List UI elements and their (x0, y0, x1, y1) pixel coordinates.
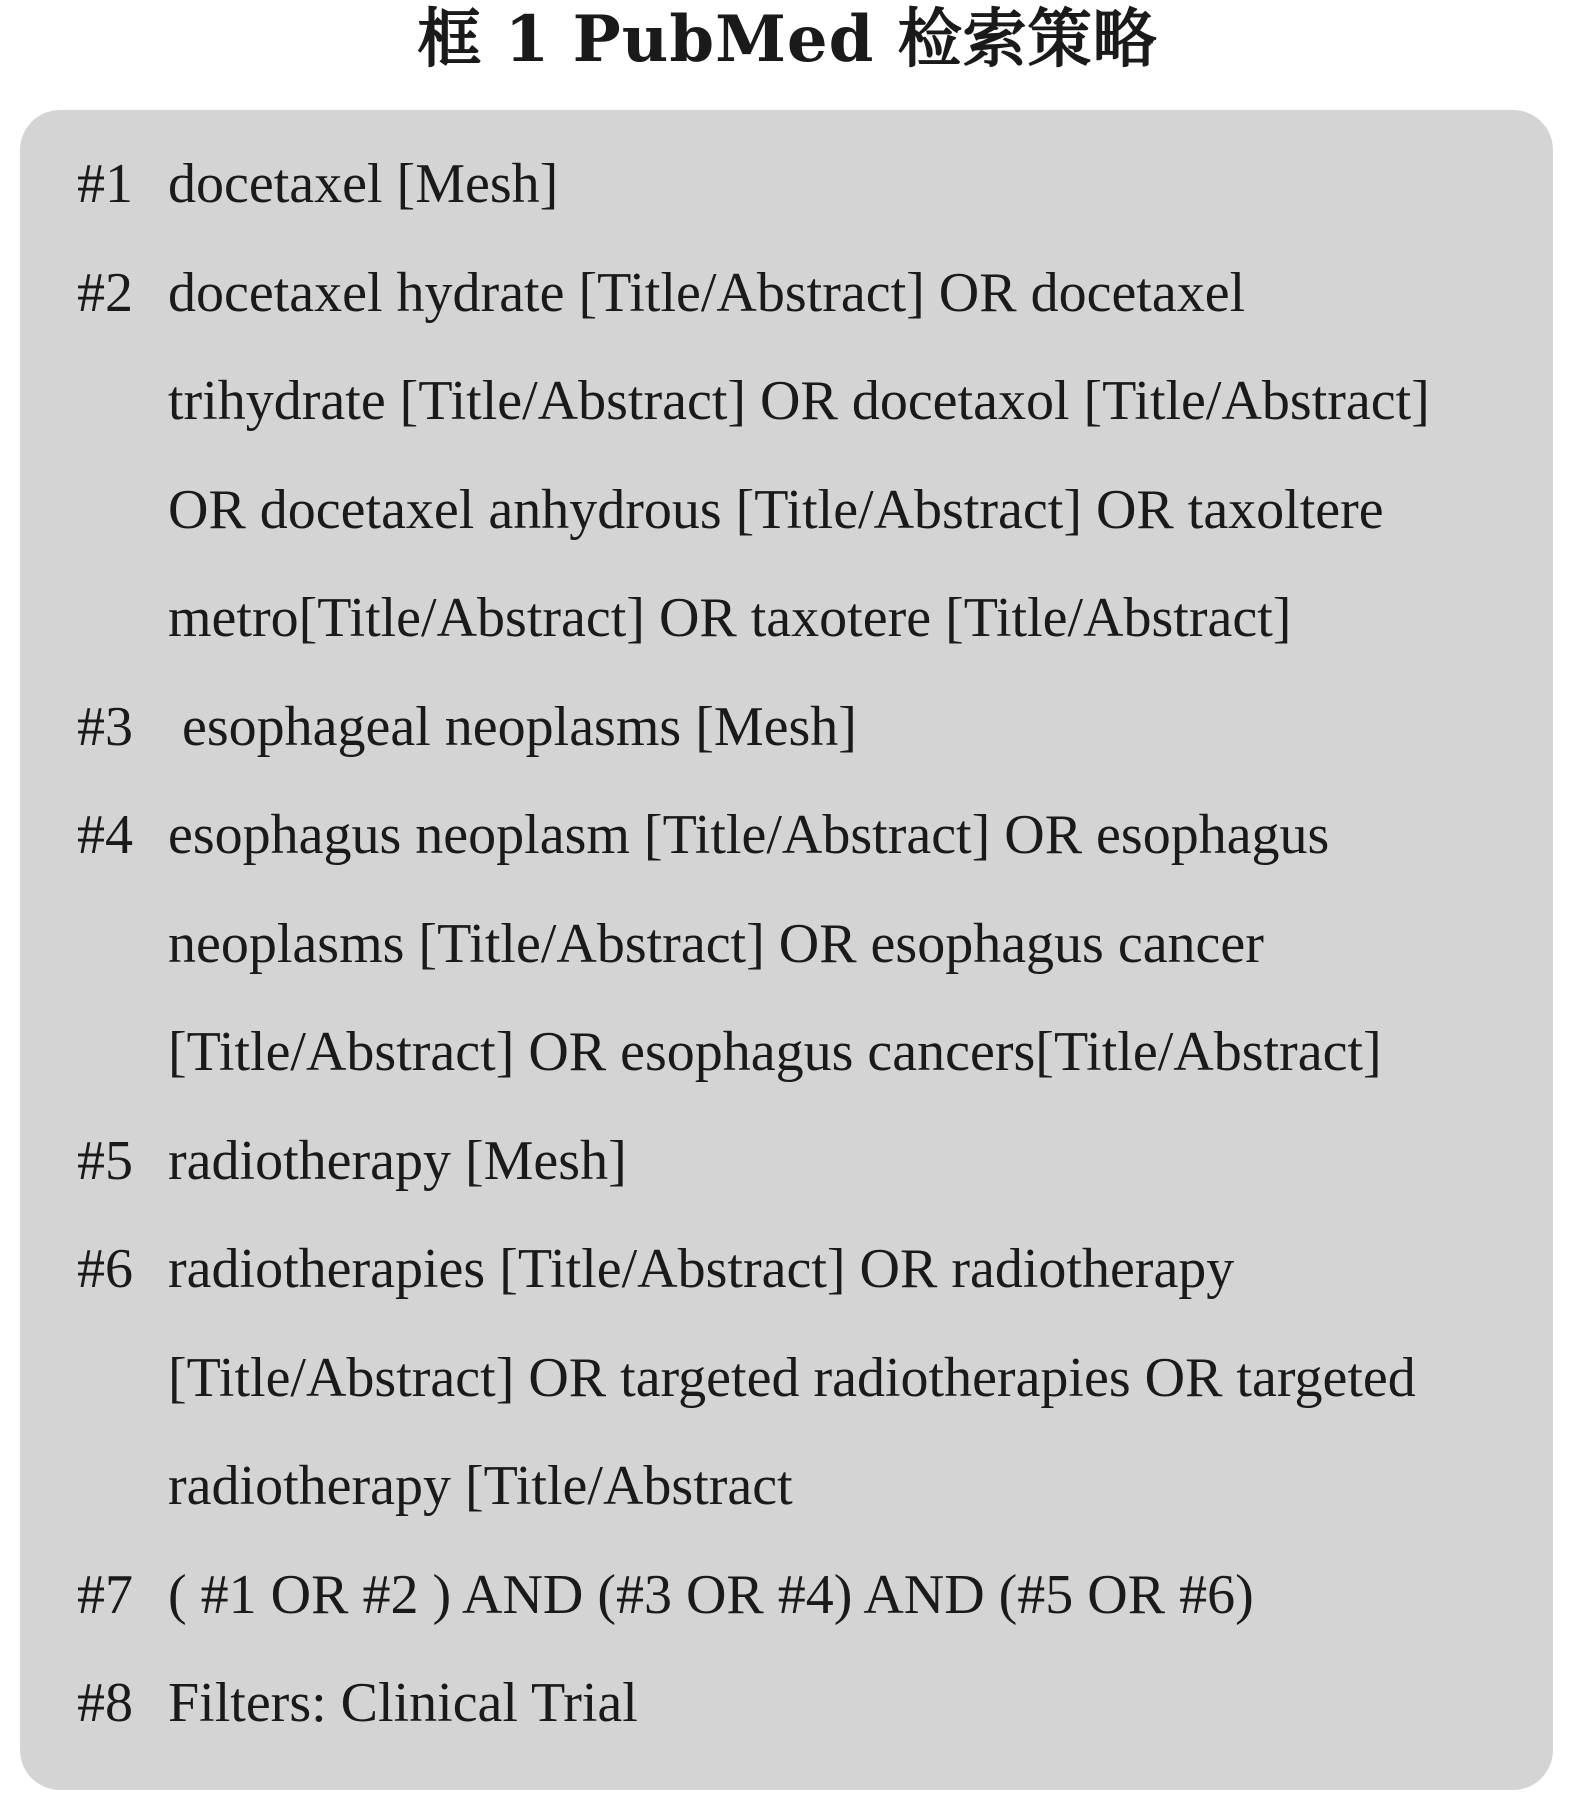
search-line-8 (0, 1649, 1575, 1758)
box-title (0, 0, 1575, 80)
search-line-5 (0, 1107, 1575, 1216)
search-line-6-cont-1 (0, 1324, 1575, 1433)
line-text: OR docetaxel anhydrous [Title/Abstract] OR taxoltere (168, 478, 1384, 541)
line-number: #8 (77, 1672, 133, 1734)
search-line-1 (0, 130, 1575, 239)
line-text: esophageal neoplasms [Mesh] (168, 695, 857, 758)
search-strategy-list (0, 130, 1575, 1758)
title-text: PubMed 检索策略 (572, 2, 1158, 77)
line-number: #5 (77, 1129, 133, 1192)
title-number: 1 (504, 2, 551, 77)
line-text: [Title/Abstract] OR esophagus cancers[Title/Abstract] (168, 1021, 1382, 1083)
search-line-6-cont-2 (0, 1432, 1575, 1541)
title-label: 框 (417, 2, 483, 77)
line-text: radiotherapy [Mesh] (168, 1129, 627, 1192)
line-number: #7 (77, 1563, 133, 1626)
line-text: docetaxel [Mesh] (168, 153, 559, 215)
line-text: radiotherapies [Title/Abstract] OR radiotherapy (168, 1238, 1235, 1300)
search-line-4 (0, 781, 1575, 890)
search-line-2-cont-2 (0, 456, 1575, 565)
search-line-4-cont-1 (0, 890, 1575, 999)
search-line-3 (0, 673, 1575, 782)
line-number: #2 (77, 261, 133, 324)
line-text: ( #1 OR #2 ) AND (#3 OR #4) AND (#5 OR #6) (168, 1563, 1254, 1626)
search-line-2-cont-3 (0, 564, 1575, 673)
line-number: #3 (77, 695, 133, 758)
search-line-7 (0, 1541, 1575, 1650)
line-text: neoplasms [Title/Abstract] OR esophagus cancer (168, 912, 1264, 975)
line-text: Filters: Clinical Trial (168, 1672, 638, 1734)
search-line-4-cont-2 (0, 998, 1575, 1107)
line-text: trihydrate [Title/Abstract] OR docetaxol [Title/Abstract] (168, 370, 1430, 432)
line-text: esophagus neoplasm [Title/Abstract] OR esophagus (168, 804, 1330, 866)
line-number: #4 (77, 804, 133, 866)
line-number: #1 (77, 153, 133, 215)
line-number: #6 (77, 1238, 133, 1300)
search-line-2 (0, 239, 1575, 348)
line-text: docetaxel hydrate [Title/Abstract] OR docetaxel (168, 261, 1246, 324)
search-line-6 (0, 1215, 1575, 1324)
line-text: [Title/Abstract] OR targeted radiotherapies OR targeted (168, 1346, 1416, 1409)
search-line-2-cont-1 (0, 347, 1575, 456)
line-text: radiotherapy [Title/Abstract (168, 1455, 793, 1517)
line-text: metro[Title/Abstract] OR taxotere [Title/Abstract] (168, 587, 1292, 649)
